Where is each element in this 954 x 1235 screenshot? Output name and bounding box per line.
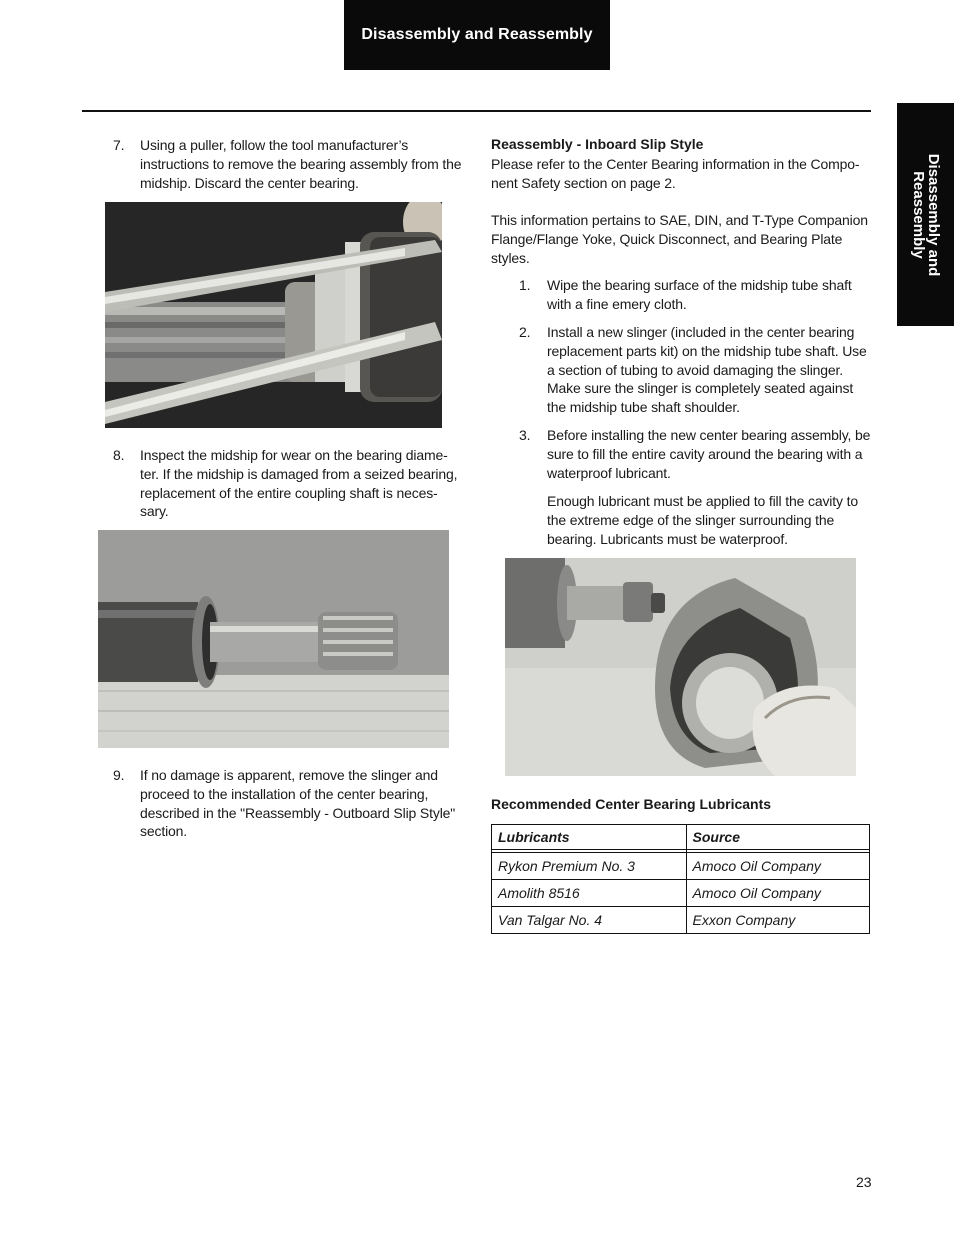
step-2 (519, 323, 871, 419)
table-header-cell: Lubricants (492, 825, 687, 850)
table-header-cell: Source (686, 825, 869, 850)
side-section-label: Disassembly and Reassembly (909, 153, 942, 276)
table-cell: Amolith 8516 (492, 880, 687, 907)
header-rule (82, 110, 871, 112)
step-1 (519, 276, 871, 316)
reassembly-heading: Reassembly - Inboard Slip Style (491, 136, 704, 152)
step-3 (519, 426, 871, 486)
intro-paragraph-1: Please refer to the Center Bearing information in the Compo-nent Safety section on page 2. (491, 156, 860, 191)
step-7 (113, 136, 463, 196)
step-number: 7. (113, 137, 125, 153)
puller-photo (105, 202, 442, 428)
table-cell: Van Talgar No. 4 (492, 907, 687, 934)
step-text: Before installing the new center bearing assembly, be sure to fill the entire cavity around the bearing with a waterproof lubricant. (547, 427, 871, 481)
lubricants-table (491, 824, 870, 934)
step-8 (113, 446, 463, 524)
step-number: 3. (519, 427, 531, 443)
center-bearing-photo (505, 558, 856, 776)
step-text: Inspect the midship for wear on the bearing diame-ter. If the midship is damaged from a seized bearing, replacement of the entire coupling shaft is neces-sary. (140, 447, 458, 520)
table-cell: Rykon Premium No. 3 (492, 853, 687, 880)
step-number: 2. (519, 324, 531, 340)
side-section-tab (897, 103, 954, 326)
step-text: Using a puller, follow the tool manufacturer’s instructions to remove the bearing assembly from the midship. Discard the center bearing. (140, 137, 462, 191)
table-cell: Amoco Oil Company (686, 853, 869, 880)
page-number: 23 (856, 1174, 872, 1190)
intro-paragraph-2: This information pertains to SAE, DIN, and T-Type Companion Flange/Flange Yoke, Quick Disconnect, and Bearing Plate styles. (491, 212, 868, 266)
table-row (492, 907, 870, 934)
section-header-label: Disassembly and Reassembly (361, 26, 593, 43)
section-header-tab (344, 0, 610, 70)
step-number: 9. (113, 767, 125, 783)
step-number: 1. (519, 277, 531, 293)
table-row (492, 880, 870, 907)
table-cell: Exxon Company (686, 907, 869, 934)
step-text: Wipe the bearing surface of the midship tube shaft with a fine emery cloth. (547, 277, 852, 312)
lubricant-note: Enough lubricant must be applied to fill the cavity to the extreme edge of the slinger surrounding the bearing. Lubricants must be waterproof. (547, 493, 858, 547)
step-text: Install a new slinger (included in the center bearing replacement parts kit) on the midship tube shaft. Use a section of tubing to avoid damaging the slinger. Make sure the slinger is completely seated against the midship tube shaft shoulder. (547, 324, 867, 416)
midship-shaft-photo (98, 530, 449, 748)
table-cell: Amoco Oil Company (686, 880, 869, 907)
step-text: If no damage is apparent, remove the slinger and proceed to the installation of the center bearing, described in the "Reassembly - Outboard Slip Style" section. (140, 767, 456, 840)
table-title: Recommended Center Bearing Lubricants (491, 796, 772, 812)
step-9 (113, 766, 463, 844)
table-row (492, 853, 870, 880)
step-number: 8. (113, 447, 125, 463)
table-header-row (492, 825, 870, 850)
